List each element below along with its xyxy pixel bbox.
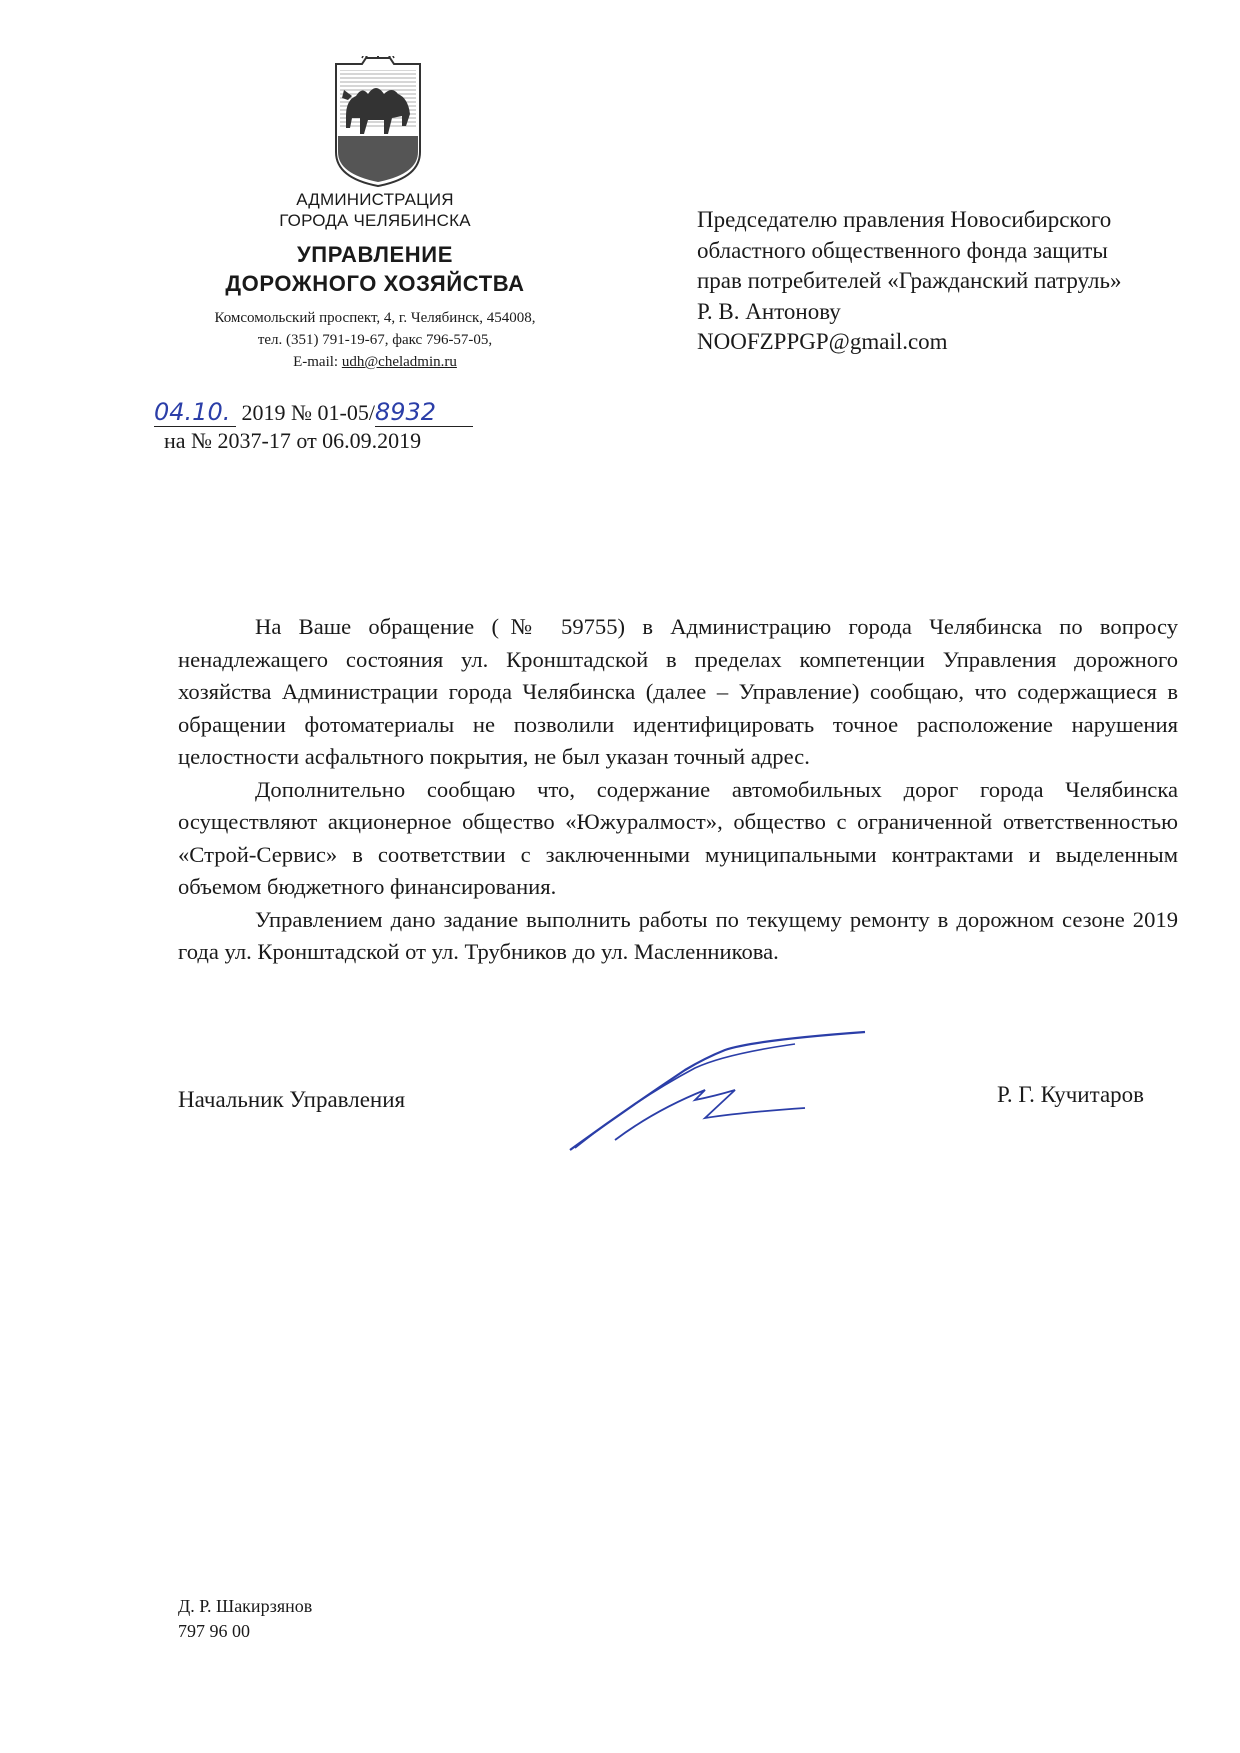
contact-block	[150, 307, 600, 373]
outgoing-number-line	[154, 398, 534, 427]
email-prefix: E-mail:	[293, 354, 342, 370]
recipient-name: Р. В. Антонову	[697, 298, 841, 324]
recipient-block	[697, 205, 1217, 358]
phone-fax: тел. (351) 791-19-67, факс 796-57-05,	[257, 332, 493, 348]
recipient-line: прав потребителей «Гражданский патруль»	[697, 268, 1122, 293]
executor-block	[178, 1594, 312, 1644]
department-name-line2: ДОРОЖНОГО ХОЗЯЙСТВА	[225, 271, 525, 296]
year-and-prefix: 2019 № 01-05/	[241, 400, 375, 425]
signatory-name: Р. Г. Кучитаров	[997, 1082, 1145, 1107]
email-link[interactable]: udh@cheladmin.ru	[341, 354, 457, 370]
department-name-line1: УПРАВЛЕНИЕ	[297, 242, 453, 267]
organization-name	[175, 189, 575, 231]
postal-address: Комсомольский проспект, 4, г. Челябинск, 454008,	[214, 310, 536, 326]
body-paragraph: Управлением дано задание выполнить работы по текущему ремонту в дорожном сезоне 2019 года ул. Кронштадской от ул. Трубников до ул. Масленникова.	[178, 906, 1178, 964]
body-paragraph: На Ваше обращение (№ 59755) в Администрацию города Челябинска по вопросу ненадлежащего состояния ул. Кронштадской в пределах компетенции Управления дорожного хозяйства Администрации города Челябинска (далее – Управление) сообщаю, что содержащиеся в обращении фотоматериалы не позволили идентифицировать точное расположение нарушения целостности асфальтного покрытия, не был указан точный адрес.	[178, 614, 1178, 769]
department-name	[160, 240, 590, 298]
email-line	[150, 351, 600, 373]
body-paragraph: Дополнительно сообщаю что, содержание автомобильных дорог города Челябинска осуществляют акционерное общество «Южуралмост», общество с ограниченной ответственностью «Строй-Сервис» в соответствии с заключенными муниципальными контрактами и выделенным объемом бюджетного финансирования.	[178, 776, 1178, 899]
handwritten-signature	[565, 1030, 875, 1160]
reply-to-reference: на № 2037-17 от 06.09.2019	[164, 428, 422, 453]
recipient-line: Председателю правления Новосибирского	[697, 207, 1112, 232]
executor-phone: 797 96 00	[178, 1621, 250, 1641]
recipient-email[interactable]: NOOFZPPGP@gmail.com	[697, 329, 948, 354]
handwritten-number: 8932	[375, 398, 473, 427]
recipient-line: областного общественного фонда защиты	[697, 237, 1108, 263]
signatory-position: Начальник Управления	[178, 1087, 406, 1112]
letter-body	[178, 611, 1178, 969]
handwritten-date: 04.10.	[154, 398, 236, 427]
organization-name-line2: ГОРОДА ЧЕЛЯБИНСКА	[279, 211, 471, 230]
coat-of-arms-emblem	[322, 56, 434, 188]
registration-block	[154, 398, 534, 455]
organization-name-line1: АДМИНИСТРАЦИЯ	[296, 190, 454, 209]
executor-name: Д. Р. Шакирзянов	[178, 1596, 313, 1616]
